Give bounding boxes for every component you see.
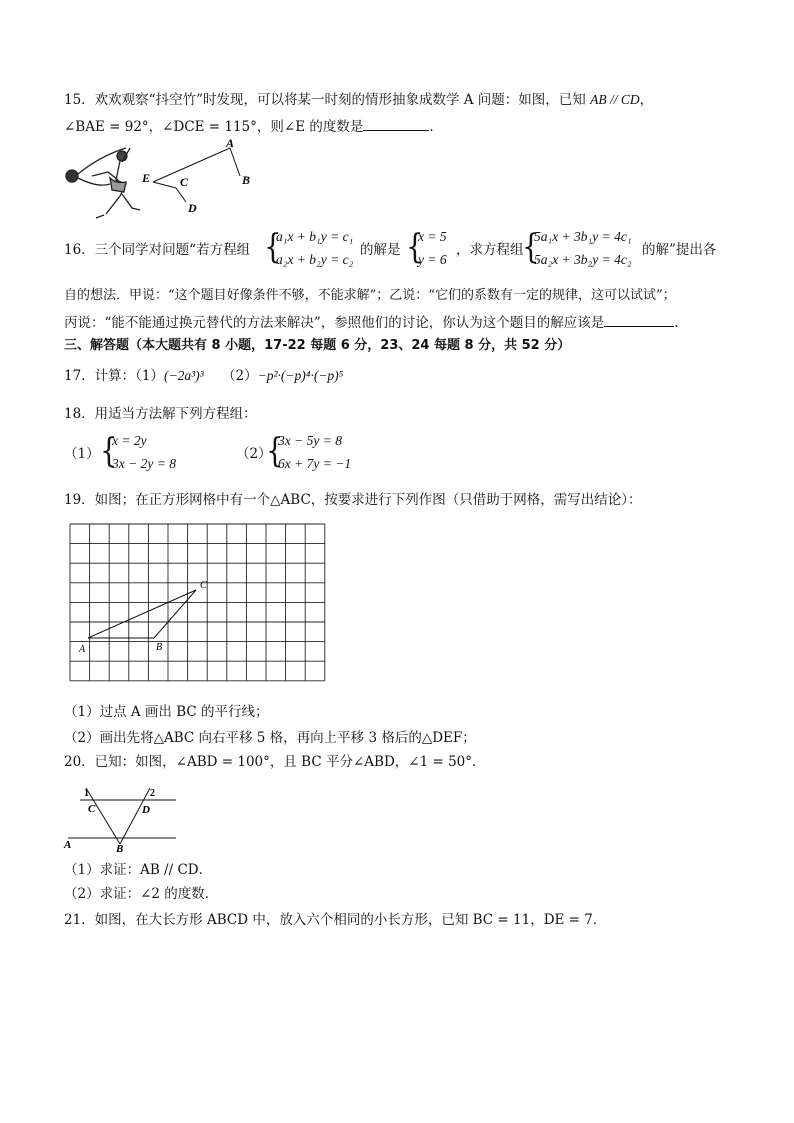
- q16-sys1-row1: a₁x + b₁y = c₁: [276, 229, 354, 244]
- q15-label-b: B: [242, 173, 251, 187]
- q15-text-2-end: ．: [429, 119, 443, 135]
- q19-line: [64, 490, 642, 510]
- q16-text-intro: 16．三个同学对问题“若方程组: [64, 242, 251, 258]
- q16-text-end: 的解”提出各: [642, 242, 717, 258]
- q15-text-1-end: ，: [639, 92, 654, 108]
- q19-label-c: C: [200, 580, 207, 591]
- q18-sys1-row2: 3x − 2y = 8: [112, 456, 176, 471]
- q15-angle-lines: [153, 148, 240, 202]
- q16-system-1: { a₁x + b₁y = c₁ a₂x + b₂y = c₂: [264, 227, 354, 267]
- q16-answer-blank[interactable]: [604, 312, 674, 327]
- q18-part2-label: （2）: [236, 446, 272, 462]
- q18-sys2-row2: 6x + 7y = −1: [278, 456, 352, 471]
- q16-mid1: [360, 240, 401, 260]
- q19-grid-figure: [68, 522, 330, 688]
- q20-label-a: A: [64, 839, 72, 851]
- q17-part1: (−2a³)³: [164, 368, 204, 383]
- q15-label-d: D: [188, 201, 197, 215]
- q16-solution: { x = 5 y = 6: [406, 227, 447, 267]
- q15-answer-blank[interactable]: [363, 116, 429, 131]
- q16-line2: [64, 286, 676, 306]
- section-3-heading: 三、解答题（本大题共有 8 小题，17-22 每题 6 分，23、24 每题 8 分，共 52 分）: [64, 338, 571, 353]
- q15-label-c: C: [180, 175, 189, 189]
- q20-figure: [62, 782, 186, 854]
- q17-part2-label: （2）: [222, 368, 258, 384]
- q16-text-3: 丙说：“能不能通过换元替代的方法来解决”，参照他们的讨论，你认为这个题目的解应该是: [64, 315, 605, 331]
- q20-label-2: 2: [150, 788, 155, 799]
- q16-sys2-row2: 5a₂x + 3b₂y = 4c₂: [534, 252, 632, 267]
- q20-line: [64, 752, 486, 772]
- q20-label-1: 1: [84, 788, 89, 799]
- q18-system-2: { 3x − 5y = 8 6x + 7y = −1: [266, 431, 352, 471]
- q20-sub1: （1）求证：AB // CD．: [64, 862, 213, 878]
- q20-label-b: B: [116, 843, 124, 854]
- q20-text: 20．已知：如图，∠ABD = 100°，且 BC 平分∠ABD，∠1 = 50°．: [64, 754, 486, 770]
- q16-text-mid1: 的解是: [360, 242, 401, 258]
- q17-part2: −p²·(−p)⁴·(−p)⁵: [257, 368, 344, 383]
- q18-system-1: { x = 2y 3x − 2y = 8: [100, 431, 176, 471]
- q18-sys1-row1: x = 2y: [112, 433, 147, 448]
- q18-line: [64, 404, 257, 424]
- q16-text-2: 自的想法．甲说：“这个题目好像条件不够，不能求解”；乙说：“它们的系数有一定的规律，这可以试试”；: [64, 288, 676, 303]
- q16-mid2: [456, 240, 524, 260]
- square-grid: [70, 524, 325, 681]
- q15-math-1: AB // CD: [590, 92, 640, 107]
- q19-sub2: （2）画出先将△ABC 向右平移 5 格，再向上平移 3 格后的△DEF；: [64, 730, 476, 746]
- q19-label-a: A: [79, 644, 86, 655]
- q15-label-a: A: [226, 136, 235, 150]
- triangle-abc: [88, 590, 196, 638]
- q16-system-2: { 5a₁x + 3b₁y = 4c₁ 5a₂x + 3b₂y = 4c₂: [522, 227, 632, 267]
- q16-sys1-row2: a₂x + b₂y = c₂: [276, 252, 354, 267]
- q15-text-2: ∠BAE = 92°，∠DCE = 115°，则∠E 的度数是: [64, 119, 364, 135]
- q17-line: [64, 366, 343, 386]
- diabolo-player-image: [66, 148, 140, 218]
- q15-label-e: E: [142, 171, 151, 185]
- q15-figure: [60, 136, 270, 222]
- q17-text: 17．计算：（1）: [64, 368, 165, 384]
- q15-line2: [64, 116, 443, 137]
- q18-text: 18．用适当方法解下列方程组：: [64, 406, 257, 422]
- q20-label-d: D: [142, 804, 150, 816]
- q15-text-1: 15．欢欢观察“抖空竹”时发现，可以将某一时刻的情形抽象成数学 A 问题：如图，已知: [64, 92, 591, 108]
- q18-part1-label: （1）: [64, 446, 100, 462]
- q20-label-c: C: [88, 803, 96, 815]
- q19-sub1: （1）过点 A 画出 BC 的平行线；: [64, 704, 269, 720]
- q16-line3: [64, 312, 688, 333]
- q16-end: [642, 240, 716, 260]
- q18-sys2-row1: 3x − 5y = 8: [278, 433, 342, 448]
- q16-sol-row2: y = 6: [418, 252, 447, 267]
- q19-label-b: B: [156, 642, 163, 653]
- q21-line: 21．如图，在大长方形 ABCD 中，放入六个相同的小长方形，已知 BC = 11，DE = 7．: [64, 912, 607, 928]
- q16-intro: [64, 240, 250, 260]
- q16-text-3-end: ．: [674, 315, 688, 331]
- q16-text-mid2: ，求方程组: [456, 242, 524, 258]
- q20-sub2: （2）求证：∠2 的度数．: [64, 886, 219, 902]
- q16-sol-row1: x = 5: [418, 229, 447, 244]
- q16-sys2-row1: 5a₁x + 3b₁y = 4c₁: [534, 229, 632, 244]
- q15-line1: [64, 90, 653, 110]
- q19-text: 19．如图；在正方形网格中有一个△ABC，按要求进行下列作图（只借助于网格，需写出结论）：: [64, 492, 642, 508]
